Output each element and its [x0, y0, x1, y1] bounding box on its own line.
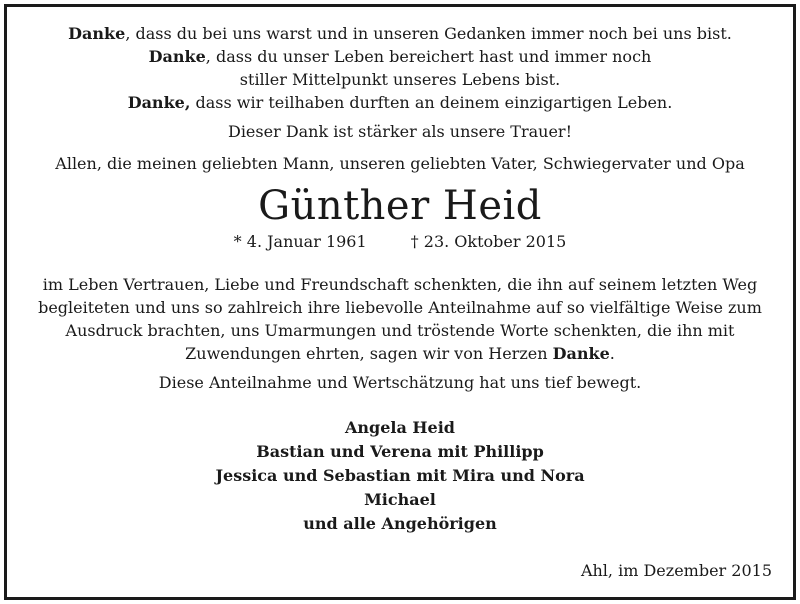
thanks-line-3: stiller Mittelpunkt unseres Lebens bist.: [239, 70, 561, 89]
thanks-line-5: Dieser Dank ist stärker als unsere Trauer!: [227, 122, 572, 141]
thanks-text: dass wir teilhaben durften an deinem einzigartigen Leben.: [190, 93, 673, 112]
body-line-5: Diese Anteilnahme und Wertschätzung hat uns tief bewegt.: [158, 373, 642, 392]
body-line-2: begleiteten und uns so zahlreich ihre liebevolle Anteilnahme auf so vielfältige Weise zum: [38, 298, 762, 317]
body-line-1: im Leben Vertrauen, Liebe und Freundschaft schenkten, die ihn auf seinem letzten Weg: [42, 275, 758, 294]
family-member: Angela Heid: [345, 418, 455, 437]
family-member: und alle Angehörigen: [303, 514, 497, 533]
body-line-3: Ausdruck brachten, uns Umarmungen und tröstende Worte schenkten, die ihn mit: [65, 321, 735, 340]
body-line-4: [10, 342, 790, 365]
thanks-word: Danke: [148, 47, 206, 66]
thanks-line-2: [10, 45, 790, 68]
death-date: † 23. Oktober 2015: [410, 232, 567, 251]
life-dates: [10, 231, 790, 253]
thanks-word: Danke: [68, 24, 126, 43]
family-member: Jessica und Sebastian mit Mira und Nora: [215, 466, 585, 485]
thanks-text: , dass du unser Leben bereichert hast und immer noch: [205, 47, 652, 66]
gratitude-body: [10, 273, 790, 394]
thanks-word: Danke: [552, 344, 610, 363]
deceased-name: Günther Heid: [258, 183, 542, 229]
thanks-line-1: [10, 22, 790, 45]
family-member: Michael: [364, 490, 436, 509]
family-member: Bastian und Verena mit Phillipp: [256, 442, 544, 461]
notice-content: [10, 22, 790, 536]
thanks-line-4: [10, 91, 790, 114]
birth-date: * 4. Januar 1961: [233, 232, 367, 251]
place-and-date: Ahl, im Dezember 2015: [580, 561, 772, 580]
intro-line: Allen, die meinen geliebten Mann, unseren geliebten Vater, Schwiegervater und Opa: [55, 154, 745, 173]
thanks-text: , dass du bei uns warst und in unseren Gedanken immer noch bei uns bist.: [125, 24, 732, 43]
body-line-4-end: .: [609, 344, 615, 363]
thanks-word: Danke,: [127, 93, 191, 112]
body-line-4-text: Zuwendungen ehrten, sagen wir von Herzen: [185, 344, 553, 363]
family-signatures: [10, 416, 790, 536]
